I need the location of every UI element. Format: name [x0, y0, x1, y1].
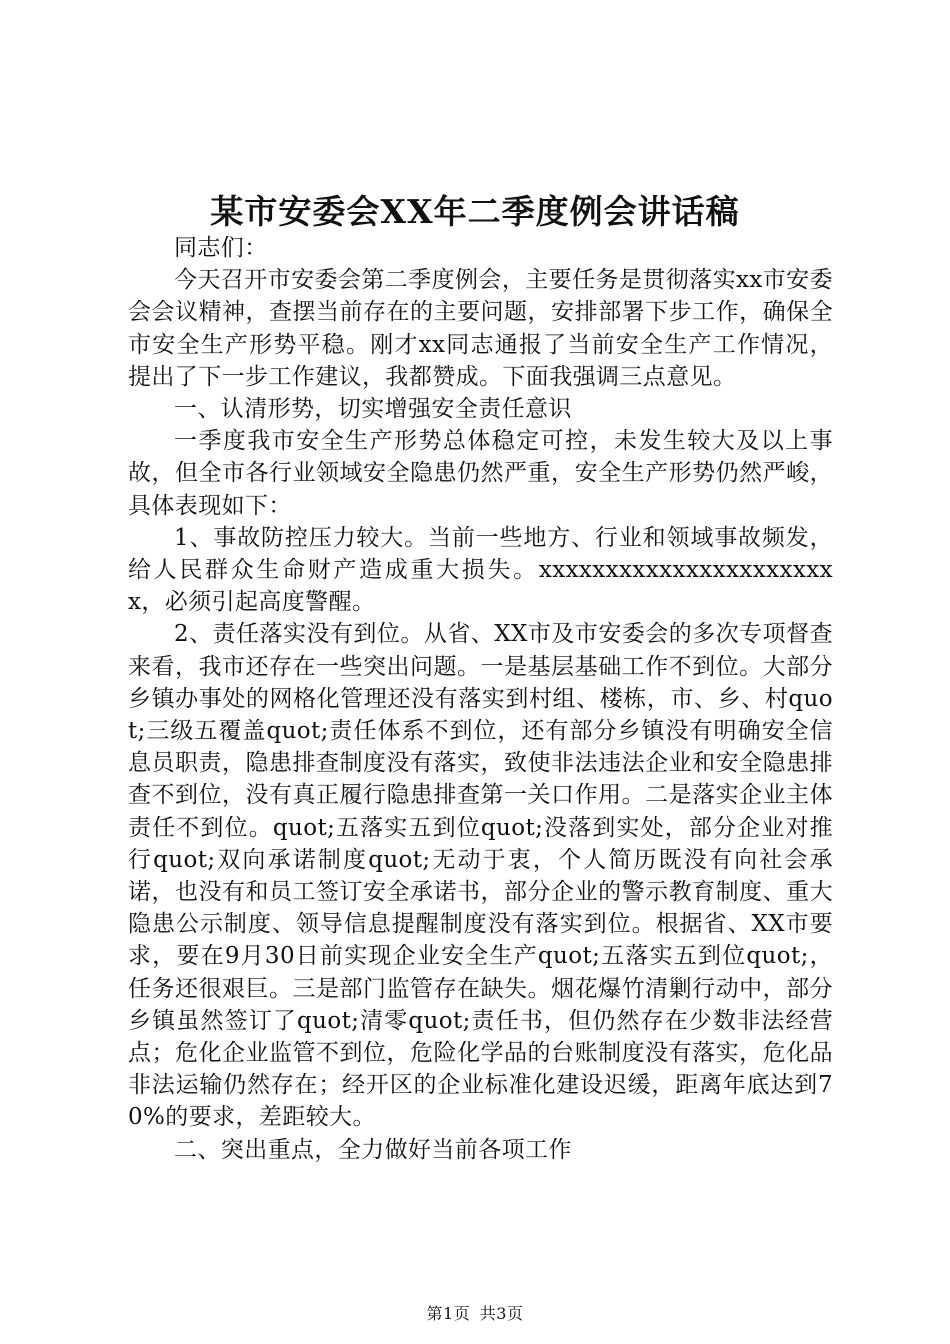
page-number: 第1页 — [426, 1304, 471, 1323]
paragraph-point-1: 1、事故防控压力较大。当前一些地方、行业和领域事故频发，给人民群众生命财产造成重大损失。xxxxxxxxxxxxxxxxxxxxxxx，必须引起高度警醒。 — [128, 524, 833, 616]
document-title: 某市安委会XX年二季度例会讲话稿 — [210, 192, 740, 231]
paragraph-salutation: 同志们： — [174, 235, 268, 261]
section-heading-1: 一、认清形势，切实增强安全责任意识 — [174, 396, 572, 423]
page-total: 共3页 — [479, 1304, 524, 1323]
document-body — [128, 232, 833, 1166]
paragraph-situation: 一季度我市安全生产形势总体稳定可控，未发生较大及以上事故，但全市各行业领域安全隐患仍然严重，安全生产形势仍然严峻，具体表现如下： — [128, 428, 833, 519]
paragraph-point-2: 2、责任落实没有到位。从省、XX市及市安委会的多次专项督查来看，我市还存在一些突出问题。一是基层基础工作不到位。大部分乡镇办事处的网格化管理还没有落实到村组、楼栋，市、乡、村quot;三级五覆盖quot;责任体系不到位，还有部分乡镇没有明确安全信息员职责，隐患排查制度没有落实，致使非法违法企业和安全隐患排查不到位，没有真正履行隐患排查第一关口作用。二是落实企业主体责任不到位。quot;五落实五到位quot;没落到实处，部分企业对推行quot;双向承诺制度quot;无动于衷，个人简历既没有向社会承诺，也没有和员工签订安全承诺书，部分企业的警示教育制度、重大隐患公示制度、领导信息提醒制度没有落实到位。根据省、XX市要求，要在9月30日前实现企业安全生产quot;五落实五到位quot;，任务还很艰巨。三是部门监管存在缺失。烟花爆竹清剿行动中，部分乡镇虽然签订了quot;清零quot;责任书，但仍然存在少数非法经营点；危化企业监管不到位，危险化学品的台账制度没有落实，危化品非法运输仍然存在；经开区的企业标准化建设迟缓，距离年底达到70%的要求，差距较大。 — [128, 621, 833, 1131]
page-footer — [0, 1301, 950, 1324]
paragraph-intro: 今天召开市安委会第二季度例会，主要任务是贯彻落实xx市安委会会议精神，查摆当前存在的主要问题，安排部署下步工作，确保全市安全生产形势平稳。刚才xx同志通报了当前安全生产工作情况，提出了下一步工作建议，我都赞成。下面我强调三点意见。 — [128, 267, 833, 390]
section-heading-2: 二、突出重点，全力做好当前各项工作 — [174, 1136, 572, 1163]
